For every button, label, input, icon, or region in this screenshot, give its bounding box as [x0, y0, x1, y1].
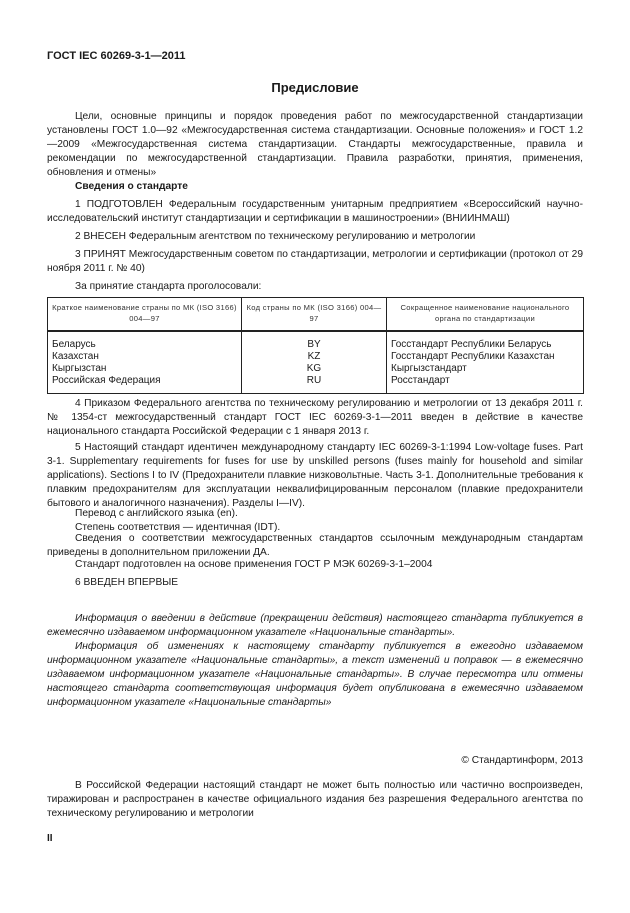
country-code: BY — [307, 339, 321, 350]
country-code: RU — [306, 375, 322, 386]
table-header-country: Краткое наименование страны по МК (ISO 3166) 004—97 — [48, 298, 242, 332]
table-header-body: Сокращенное наименование национального органа по стандартизации — [387, 298, 584, 332]
page-title: Предисловие — [271, 80, 359, 95]
item-2-introduced: 2 ВНЕСЕН Федеральным агентством по техническому регулированию и метрологии — [75, 231, 476, 242]
conformity-note: Степень соответствия — идентичная (IDT). — [75, 522, 281, 533]
info-paragraph-2: Информация об изменениях к настоящему стандарту публикуется в ежегодно издаваемом информационном указателе «Национальные стандарты», а текст изменений и поправок — в ежемесячно издаваемом информационном указателе «Национальные стандарты». В случае пересмотра или отмены настоящего стандарта соответствующая информация будет опубликована в ежемесячно издаваемом информационном указателе «Национальные стандарты» — [47, 641, 583, 708]
standards-body: Госстандарт Республики Казахстан — [391, 351, 555, 362]
table-row — [48, 331, 584, 394]
country-name: Беларусь — [52, 339, 96, 350]
country-code: KG — [306, 363, 322, 374]
country-name: Казахстан — [52, 351, 99, 362]
info-paragraph-1: Информация о введении в действие (прекращении действия) настоящего стандарта публикуется в ежемесячно издаваемом информационном указателе «Национальные стандарты». — [47, 613, 583, 638]
item-6-first-introduced: 6 ВВЕДЕН ВПЕРВЫЕ — [75, 577, 179, 588]
reproduction-restriction: В Российской Федерации настоящий стандарт не может быть полностью или частично воспроизведен, тиражирован и распространен в качестве официального издания без разрешения Федерального агентства по техническому регулированию и метрологии — [47, 780, 583, 819]
standard-info-heading: Сведения о стандарте — [75, 181, 188, 192]
voting-countries-table — [47, 297, 584, 394]
references-note: Сведения о соответствии межгосударственных стандартов ссылочным международным стандартам приведены в дополнительном приложении ДА. — [47, 533, 583, 558]
item-1-prepared: 1 ПОДГОТОВЛЕН Федеральным государственным унитарным предприятием «Всероссийский научно-исследовательский институт стандартизации и сертификации в машиностроении» (ВНИИНМАШ) — [47, 199, 583, 224]
item-5-identical: 5 Настоящий стандарт идентичен международному стандарту IEC 60269-3-1:1994 Low-voltage fuses. Part 3-1. Supplementary requirements for fuses for use by unskilled persons (fuses mainly for household and similar applications). Sections I to IV (Предохранители плавкие низковольтные. Часть 3-1. Дополнительные требования к плавким предохранителям для эксплуатации неквалифицированным персоналом (плавкие предохранители бытового и аналогичного назначения). Разделы I—IV). — [47, 442, 583, 509]
document-header: ГОСТ IEC 60269-3-1—2011 — [47, 50, 186, 62]
table-header-code: Код страны по МК (ISO 3166) 004—97 — [242, 298, 387, 332]
item-3-adopted: 3 ПРИНЯТ Межгосударственным советом по стандартизации, метрологии и сертификации (протокол от 29 ноября 2011 г. № 40) — [47, 249, 583, 274]
prepared-note: Стандарт подготовлен на основе применения ГОСТ Р МЭК 60269-3-1–2004 — [75, 559, 433, 570]
country-name: Кыргызстан — [52, 363, 107, 374]
intro-paragraph: Цели, основные принципы и порядок проведения работ по межгосударственной стандартизации установлены ГОСТ 1.0—92 «Межгосударственная система стандартизации. Основные положения» и ГОСТ 1.2—2009 «Межгосударственная система стандартизации. Стандарты межгосударственные, правила и рекомендации по межгосударственной стандартизации. Правила разработки, принятия, применения, обновления и отмены» — [47, 111, 583, 178]
copyright-notice: © Стандартинформ, 2013 — [461, 755, 583, 766]
standards-body: Росстандарт — [391, 375, 450, 386]
item-4-order: 4 Приказом Федерального агентства по техническому регулированию и метрологии от 13 декабря 2011 г. № 1354-ст межгосударственный стандарт ГОСТ IEC 60269-3-1—2011 введен в действие в качестве национального стандарта Российской Федерации с 1 января 2013 г. — [47, 398, 583, 437]
country-names-cell — [48, 331, 242, 394]
standards-bodies-cell — [387, 331, 584, 394]
country-name: Российская Федерация — [52, 375, 161, 386]
translation-note: Перевод с английского языка (en). — [75, 508, 238, 519]
country-code: KZ — [307, 351, 321, 362]
standards-body: Кыргызстандарт — [391, 363, 467, 374]
standards-body: Госстандарт Республики Беларусь — [391, 339, 552, 350]
table-header-row — [48, 298, 584, 332]
country-codes-cell — [242, 331, 387, 394]
page-number: II — [47, 833, 53, 844]
voted-label: За принятие стандарта проголосовали: — [75, 281, 262, 292]
